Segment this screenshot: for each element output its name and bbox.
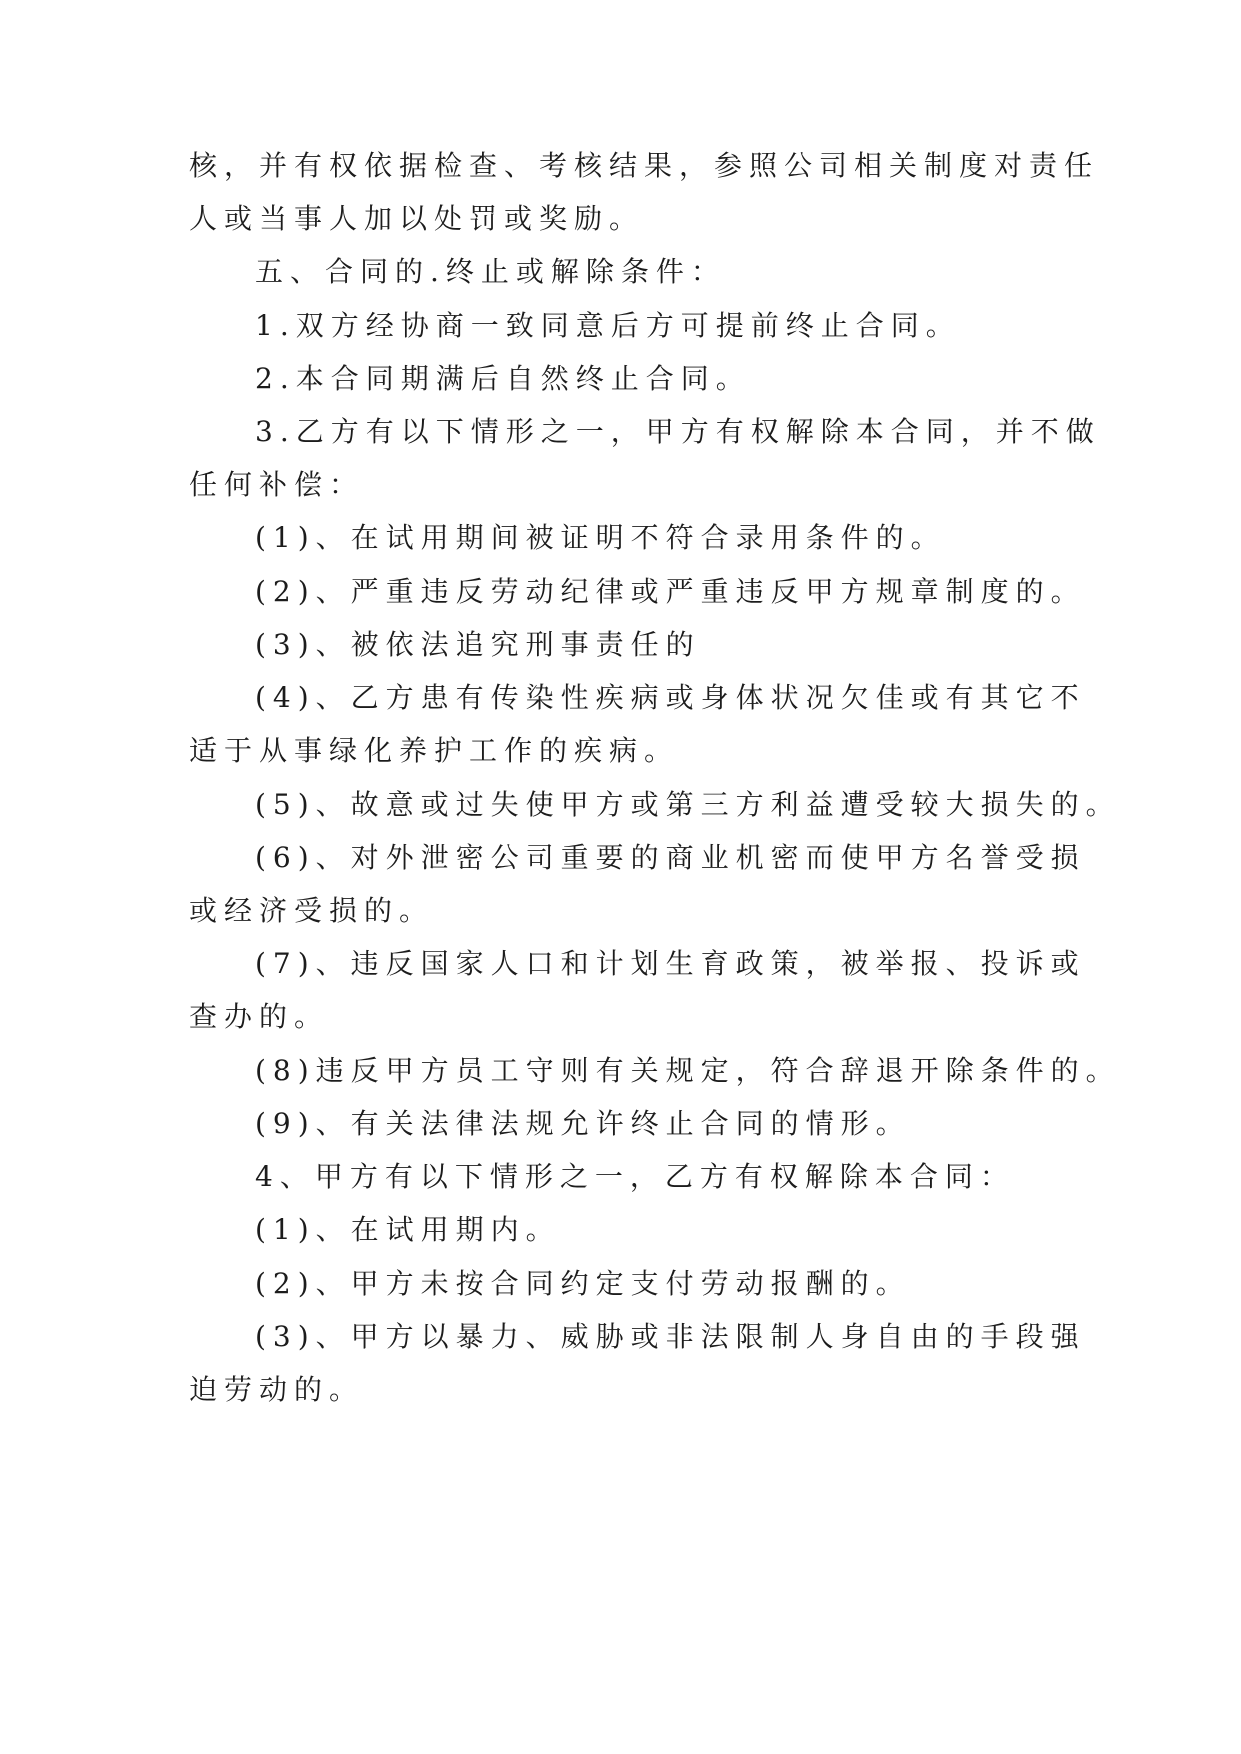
text-line: 适于从事绿化养护工作的疾病。 xyxy=(189,734,680,767)
text-line: (5)、故意或过失使甲方或第三方利益遭受较大损失的。 xyxy=(255,788,1121,821)
text-line: (2)、甲方未按合同约定支付劳动报酬的。 xyxy=(255,1267,911,1300)
section-heading: 五、合同的.终止或解除条件： xyxy=(255,255,726,288)
text-line: (7)、违反国家人口和计划生育政策，被举报、投诉或 xyxy=(255,947,1086,980)
text-line: (3)、甲方以暴力、威胁或非法限制人身自由的手段强 xyxy=(255,1320,1086,1353)
text-line: 4、甲方有以下情形之一，乙方有权解除本合同： xyxy=(255,1160,1015,1193)
text-line: (6)、对外泄密公司重要的商业机密而使甲方名誉受损 xyxy=(255,841,1086,874)
text-line: 或经济受损的。 xyxy=(189,894,435,927)
text-line: (3)、被依法追究刑事责任的 xyxy=(255,628,701,661)
text-line: (1)、在试用期内。 xyxy=(255,1213,561,1246)
text-line: 迫劳动的。 xyxy=(189,1373,365,1406)
text-line: 1.双方经协商一致同意后方可提前终止合同。 xyxy=(255,309,961,342)
text-line: (8)违反甲方员工守则有关规定，符合辞退开除条件的。 xyxy=(255,1054,1121,1087)
text-line: 人或当事人加以处罚或奖励。 xyxy=(189,202,645,235)
text-line: (1)、在试用期间被证明不符合录用条件的。 xyxy=(255,521,946,554)
text-line: (2)、严重违反劳动纪律或严重违反甲方规章制度的。 xyxy=(255,575,1086,608)
text-line: 核，并有权依据检查、考核结果，参照公司相关制度对责任 xyxy=(189,149,1100,182)
text-line: 3.乙方有以下情形之一，甲方有权解除本合同，并不做 xyxy=(255,415,1101,448)
text-line: (4)、乙方患有传染性疾病或身体状况欠佳或有其它不 xyxy=(255,681,1086,714)
text-line: 任何补偿： xyxy=(189,468,365,501)
text-line: 查办的。 xyxy=(189,1000,330,1033)
text-line: (9)、有关法律法规允许终止合同的情形。 xyxy=(255,1107,911,1140)
text-line: 2.本合同期满后自然终止合同。 xyxy=(255,362,751,395)
